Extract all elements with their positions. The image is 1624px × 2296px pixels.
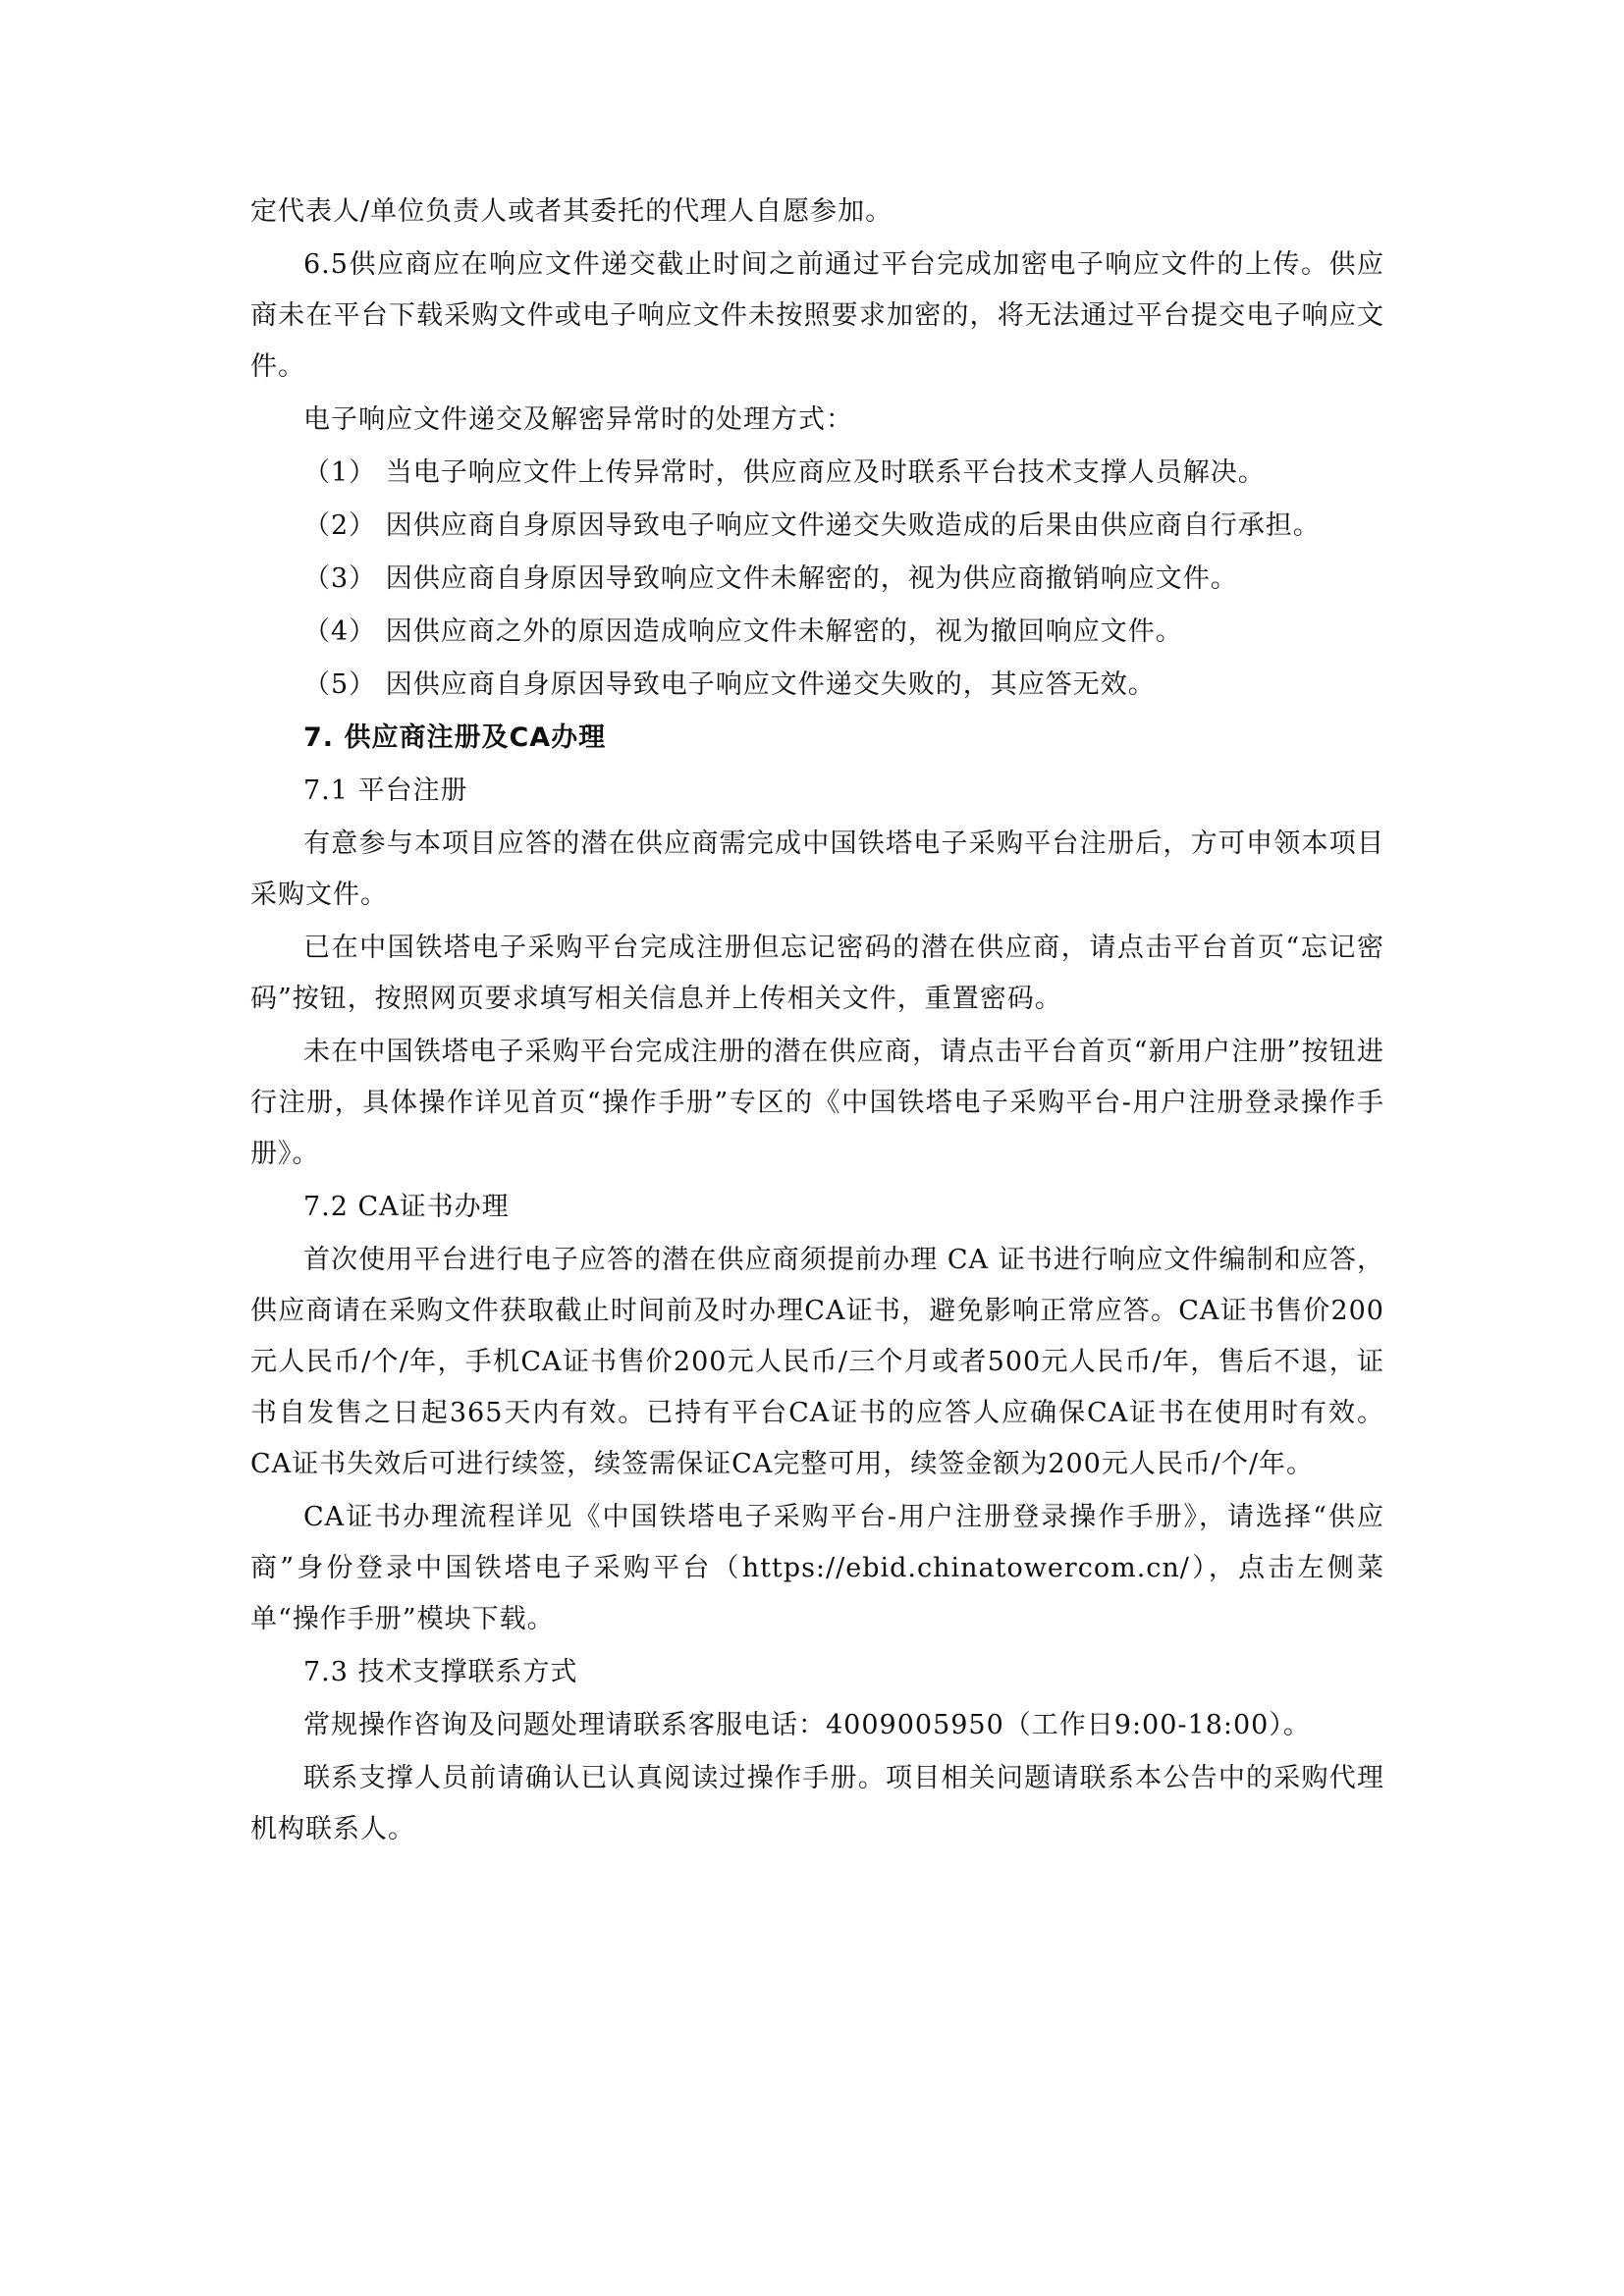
paragraph-continuation: 定代表人/单位负责人或者其委托的代理人自愿参加。 [250, 196, 893, 227]
section-7-3-heading: 7.3 技术支撑联系方式 [303, 1657, 578, 1687]
section-7-1-paragraph-2: 已在中国铁塔电子采购平台完成注册但忘记密码的潜在供应商，请点击平台首页“忘记密码”按钮，按照网页要求填写相关信息并上传相关文件，重置密码。 [250, 933, 1384, 1014]
paragraph-6-5: 6.5供应商应在响应文件递交截止时间之前通过平台完成加密电子响应文件的上传。供应商未在平台下载采购文件或电子响应文件未按照要求加密的，将无法通过平台提交电子响应文件。 [250, 249, 1384, 382]
section-7-2-paragraph-1: 首次使用平台进行电子应答的潜在供应商须提前办理 CA 证书进行响应文件编制和应答，供应商请在采购文件获取截止时间前及时办理CA证书，避免影响正常应答。CA证书售价200元人民币/个/年，手机CA证书售价200元人民币/三个月或者500元人民币/年，售后不退，证书自发售之日起365天内有效。已持有平台CA证书的应答人应确保CA证书在使用时有效。CA证书失效后可进行续签，续签需保证CA完整可用，续签金额为200元人民币/个/年。 [250, 1245, 1384, 1479]
document-page [250, 187, 1384, 1857]
section-7-2-heading: 7.2 CA证书办理 [303, 1192, 510, 1222]
section-7-1-paragraph-3: 未在中国铁塔电子采购平台完成注册的潜在供应商，请点击平台首页“新用户注册”按钮进行注册，具体操作详见首页“操作手册”专区的《中国铁塔电子采购平台-用户注册登录操作手册》。 [250, 1037, 1384, 1169]
section-7-3-paragraph-1: 常规操作咨询及问题处理请联系客服电话：4009005950（工作日9:00-18:00）。 [303, 1710, 1311, 1740]
section-7-heading: 7. 供应商注册及CA办理 [303, 722, 607, 753]
section-7-2-paragraph-2: CA证书办理流程详见《中国铁塔电子采购平台-用户注册登录操作手册》，请选择“供应商”身份登录中国铁塔电子采购平台（https://ebid.chinatowercom.cn/），点击左侧菜单“操作手册”模块下载。 [250, 1502, 1384, 1634]
exception-item-4: （4） 因供应商之外的原因造成响应文件未解密的，视为撤回响应文件。 [303, 616, 1183, 647]
exception-item-3: （3） 因供应商自身原因导致响应文件未解密的，视为供应商撤销响应文件。 [303, 563, 1238, 594]
exception-item-1: （1） 当电子响应文件上传异常时，供应商应及时联系平台技术支撑人员解决。 [303, 457, 1266, 488]
section-7-3-paragraph-2: 联系支撑人员前请确认已认真阅读过操作手册。项目相关问题请联系本公告中的采购代理机构联系人。 [250, 1763, 1384, 1844]
exception-item-2: （2） 因供应商自身原因导致电子响应文件递交失败造成的后果由供应商自行承担。 [303, 510, 1321, 541]
section-7-1-heading: 7.1 平台注册 [303, 775, 468, 806]
section-7-1-paragraph-1: 有意参与本项目应答的潜在供应商需完成中国铁塔电子采购平台注册后，方可申领本项目采购文件。 [250, 828, 1384, 910]
exception-intro: 电子响应文件递交及解密异常时的处理方式： [303, 404, 853, 435]
exception-item-5: （5） 因供应商自身原因导致电子响应文件递交失败的，其应答无效。 [303, 669, 1156, 700]
